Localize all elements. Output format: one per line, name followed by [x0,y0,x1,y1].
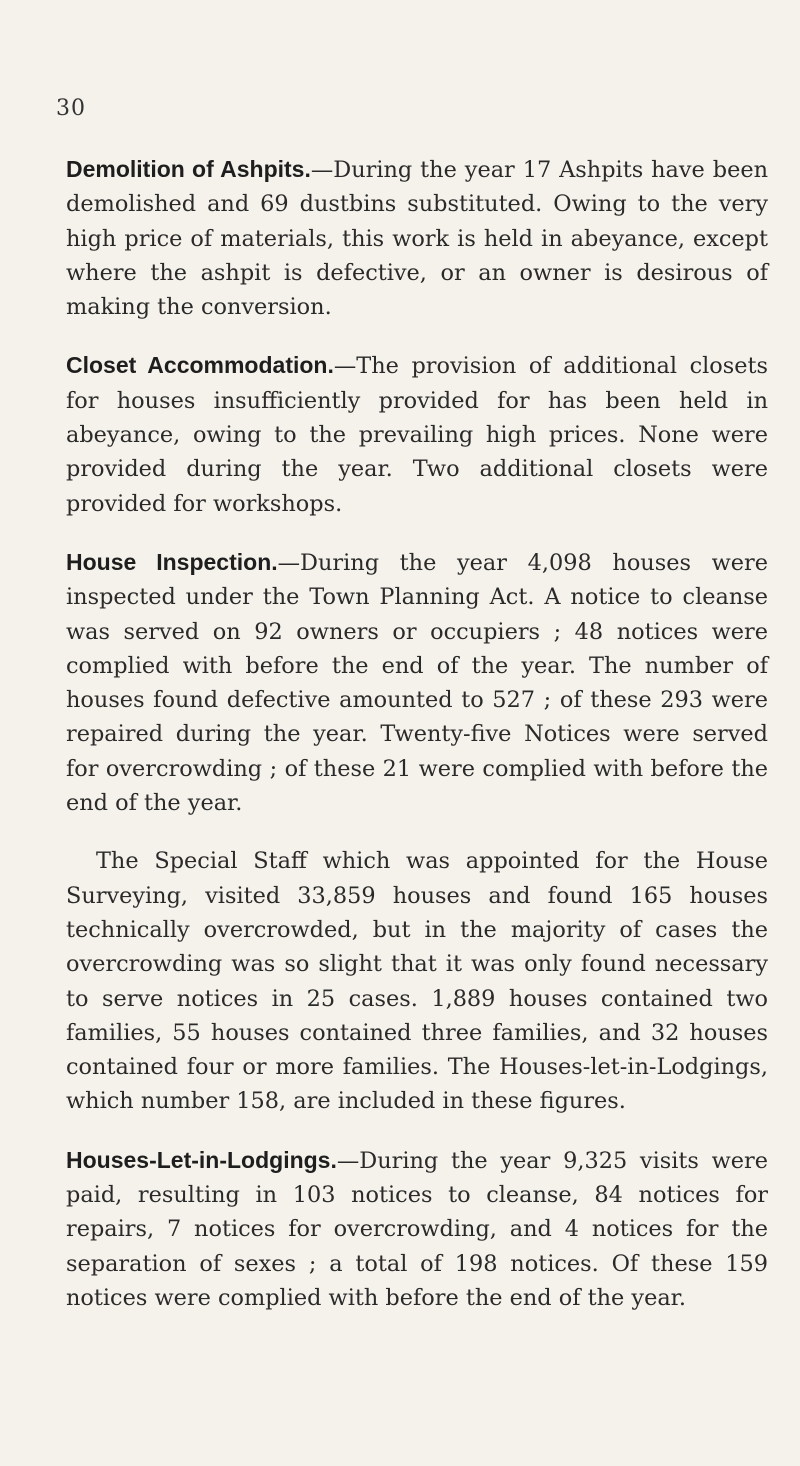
heading-house-inspection: House Inspection. [66,548,278,575]
body-demolition-of-ashpits: —During the year 17 Ashpits have been demolished and 69 dustbins substituted. Owing to the very high price of materials, this work is held in abeyance, except where the ashpit is defective, or an owner is desirous of making the conversion. [66,157,769,321]
page-number: 30 [56,96,86,121]
paragraph-demolition-of-ashpits [66,152,768,324]
body-special-staff: The Special Staff which was appointed for the House Surveying, visited 33,859 houses and found 165 houses technically overcrowded, but in the majority of cases the overcrowding was so slight that it was only found necessary to serve notices in 25 cases. 1,889 houses contained two families, 55 houses contained three families, and 32 houses contained four or more families. The Houses-let-in-Lodgings, which number 158, are included in these figures. [66,848,768,1115]
body-house-inspection: —During the year 4,098 houses were inspected under the Town Planning Act. A notice to cleanse was served on 92 owners or occupiers ; 48 notices were complied with before the end of the year. The number of houses found defective amounted to 527 ; of these 293 were repaired during the year. Twenty-five Notices were served for overcrowding ; of these 21 were complied with before the end of the year. [66,549,768,817]
document-body [66,152,768,1339]
heading-houses-let-in-lodgings: Houses-Let-in-Lodgings. [66,1146,337,1173]
paragraph-closet-accommodation [66,348,768,520]
paragraph-house-inspection [66,545,768,820]
body-houses-let-in-lodgings: —During the year 9,325 visits were paid, resulting in 103 notices to cleanse, 84 notices for repairs, 7 notices for overcrowding, and 4 notices for the separation of sexes ; a total of 198 notices. Of these 159 notices were complied with before the end of the year. [66,1147,768,1311]
paragraph-special-staff [66,844,768,1118]
heading-demolition-of-ashpits: Demolition of Ashpits. [66,156,311,182]
body-closet-accommodation: —The provision of additional closets for houses insufficiently provided for has been held in abeyance, owing to the prevailing high prices. None were provided during the year. Two additional closets were provided for workshops. [66,353,768,517]
heading-closet-accommodation: Closet Accommodation. [66,352,334,379]
paragraph-houses-let-in-lodgings [66,1143,768,1315]
